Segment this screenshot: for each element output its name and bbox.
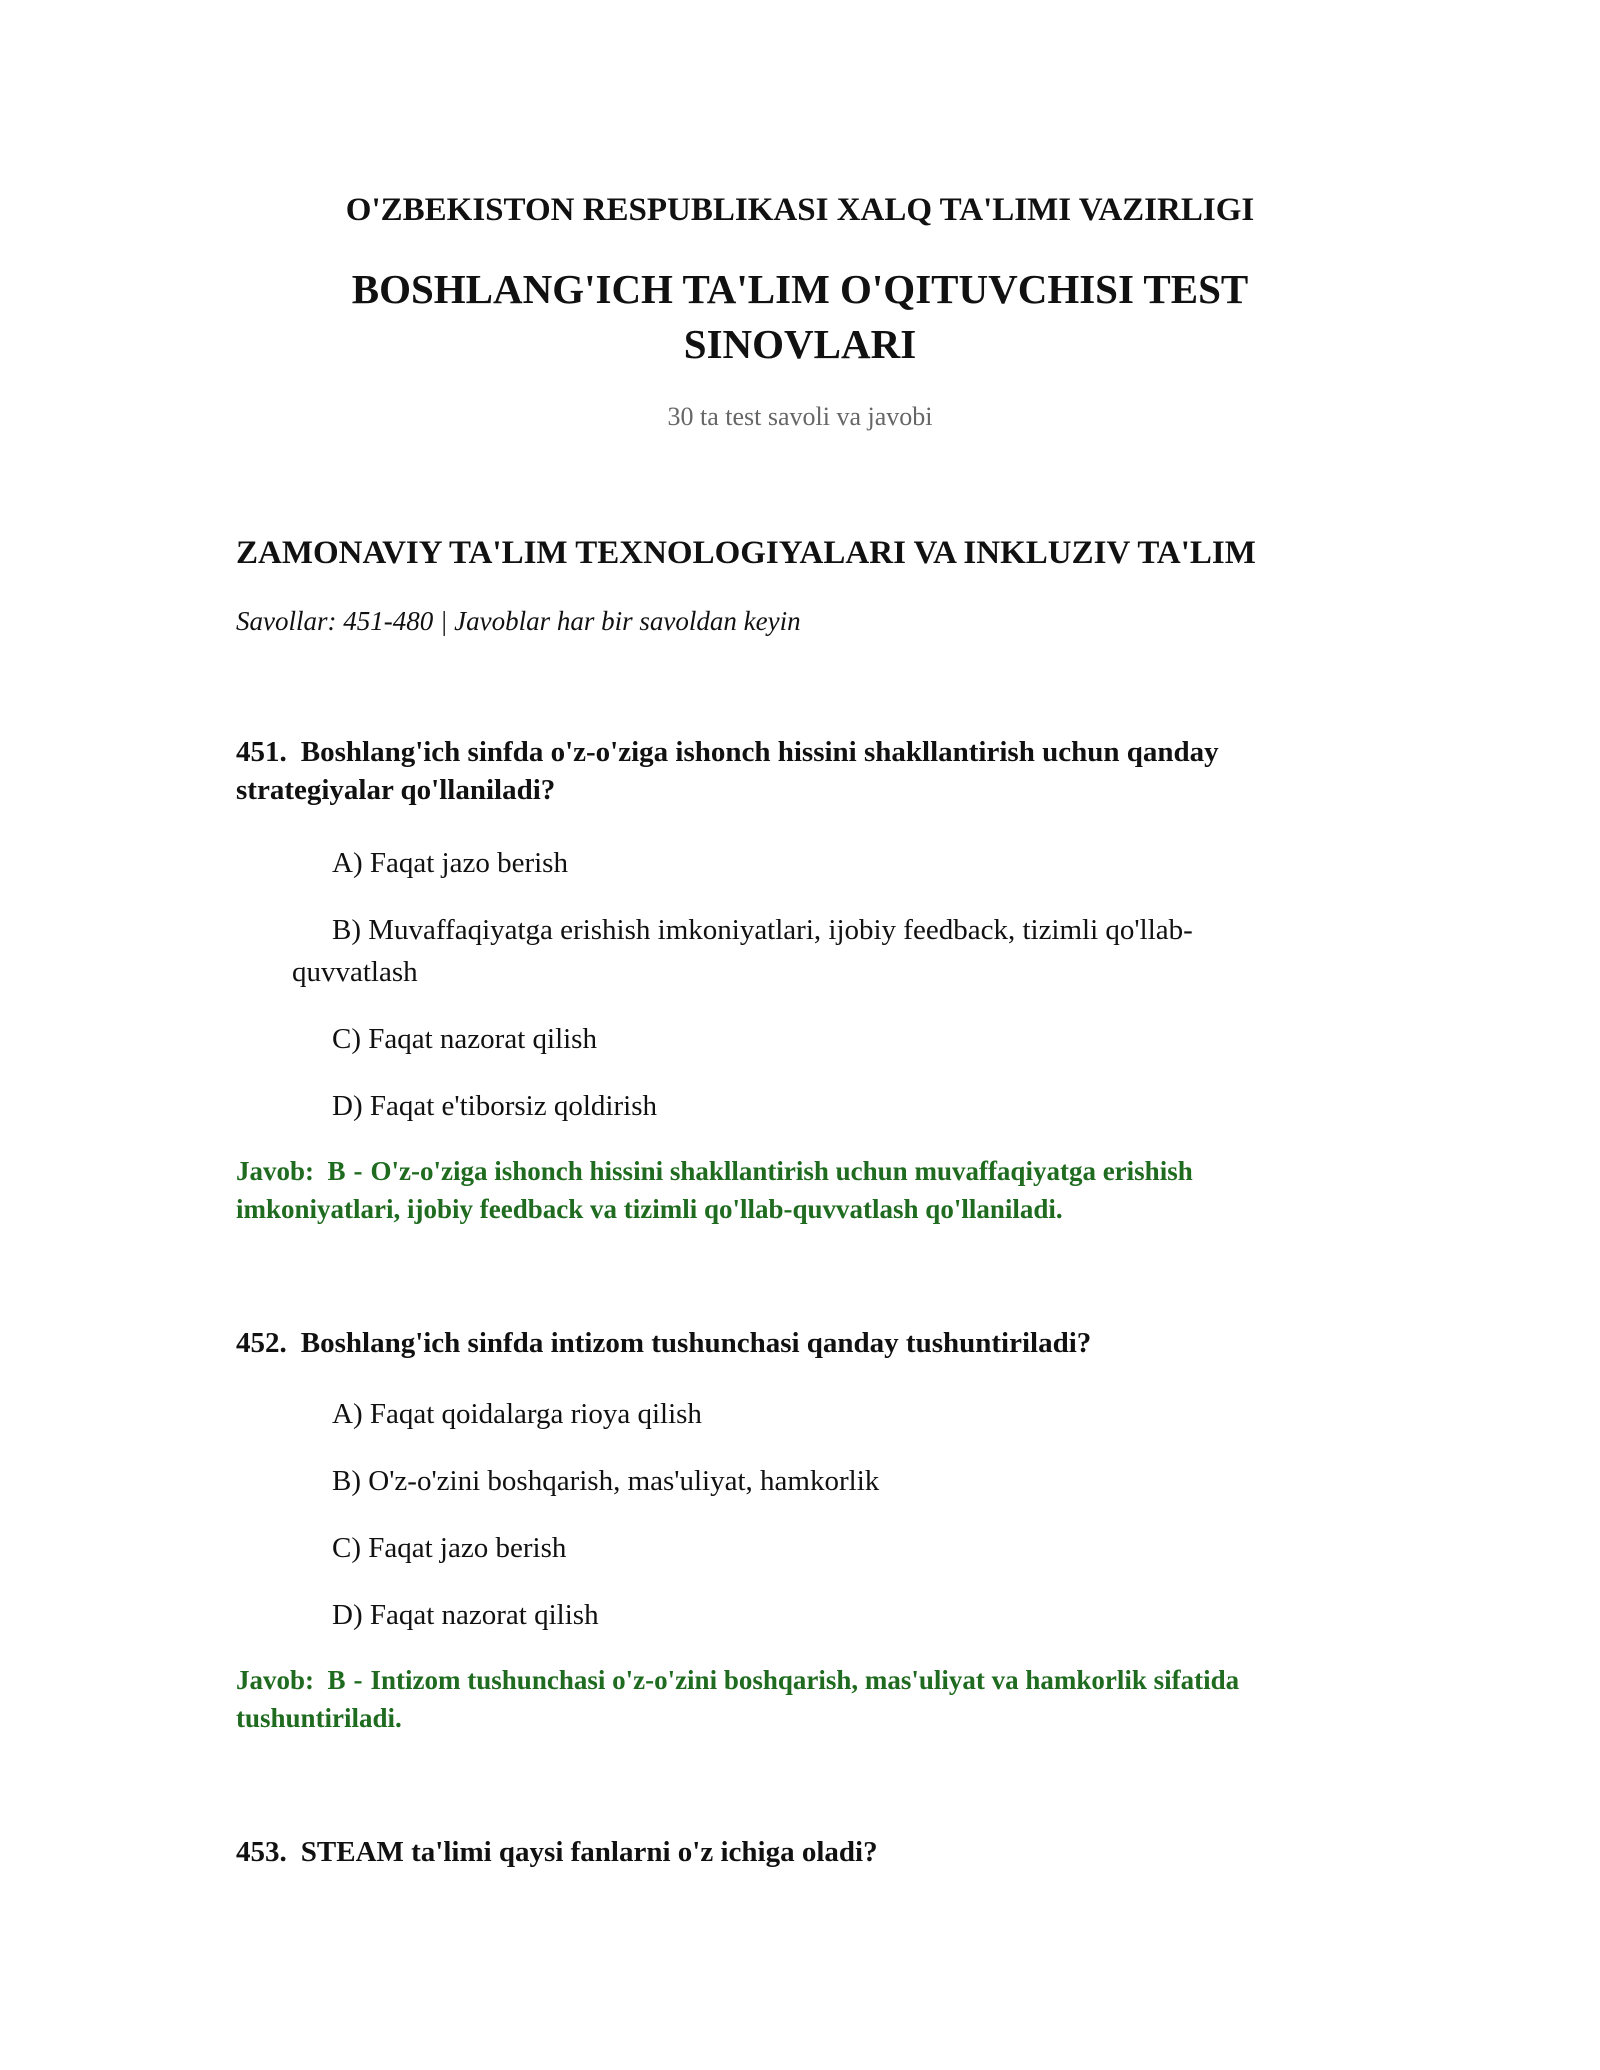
section-note: Savollar: 451-480 | Javoblar har bir savoldan keyin	[236, 606, 801, 636]
ministry-heading: O'ZBEKISTON RESPUBLIKASI XALQ TA'LIMI VAZIRLIGI	[345, 192, 1255, 228]
option-b: B) O'z-o'zini boshqarish, mas'uliyat, hamkorlik	[332, 1465, 880, 1497]
question-number: 451.	[236, 736, 287, 768]
question-451	[236, 733, 1336, 809]
question-text: Boshlang'ich sinfda o'z-o'ziga ishonch hissini shakllantirish uchun qanday strategiyalar qo'llaniladi?	[236, 736, 1219, 806]
option-d: D) Faqat e'tiborsiz qoldirish	[332, 1090, 657, 1122]
option-c: C) Faqat nazorat qilish	[332, 1023, 597, 1055]
answer-label: Javob:	[236, 1665, 315, 1695]
option-c: C) Faqat jazo berish	[332, 1532, 567, 1564]
question-text: Boshlang'ich sinfda intizom tushunchasi qanday tushuntiriladi?	[300, 1327, 1092, 1359]
answer-separator: -	[353, 1665, 363, 1695]
question-text: STEAM ta'limi qaysi fanlarni o'z ichiga oladi?	[300, 1836, 878, 1868]
option-b: B) Muvaffaqiyatga erishish imkoniyatlari, ijobiy feedback, tizimli qo'llab-quvvatlash	[292, 914, 1193, 988]
answer-text: O'z-o'ziga ishonch hissini shakllantirish uchun muvaffaqiyatga erishish imkoniyatlari, ijobiy feedback va tizimli qo'llab-quvvatlash qo'llaniladi.	[236, 1156, 1193, 1224]
question-452	[236, 1324, 1336, 1362]
question-453	[236, 1833, 1336, 1871]
option-a: A) Faqat jazo berish	[332, 847, 568, 879]
document-title: BOSHLANG'ICH TA'LIM O'QITUVCHISI TEST SINOVLARI	[351, 266, 1249, 367]
question-number: 452.	[236, 1327, 287, 1359]
option-a: A) Faqat qoidalarga rioya qilish	[332, 1398, 702, 1430]
answer-label: Javob:	[236, 1156, 315, 1186]
answer-letter: B	[327, 1665, 346, 1695]
answer-text: Intizom tushunchasi o'z-o'zini boshqarish, mas'uliyat va hamkorlik sifatida tushuntiriladi.	[236, 1665, 1240, 1733]
document-subtitle: 30 ta test savoli va javobi	[667, 402, 933, 431]
answer-letter: B	[327, 1156, 346, 1186]
answer-452	[236, 1661, 1336, 1737]
answer-451	[236, 1152, 1336, 1228]
section-title: ZAMONAVIY TA'LIM TEXNOLOGIYALARI VA INKLUZIV TA'LIM	[236, 535, 1256, 571]
answer-separator: -	[353, 1156, 363, 1186]
question-number: 453.	[236, 1836, 287, 1868]
option-d: D) Faqat nazorat qilish	[332, 1599, 599, 1631]
